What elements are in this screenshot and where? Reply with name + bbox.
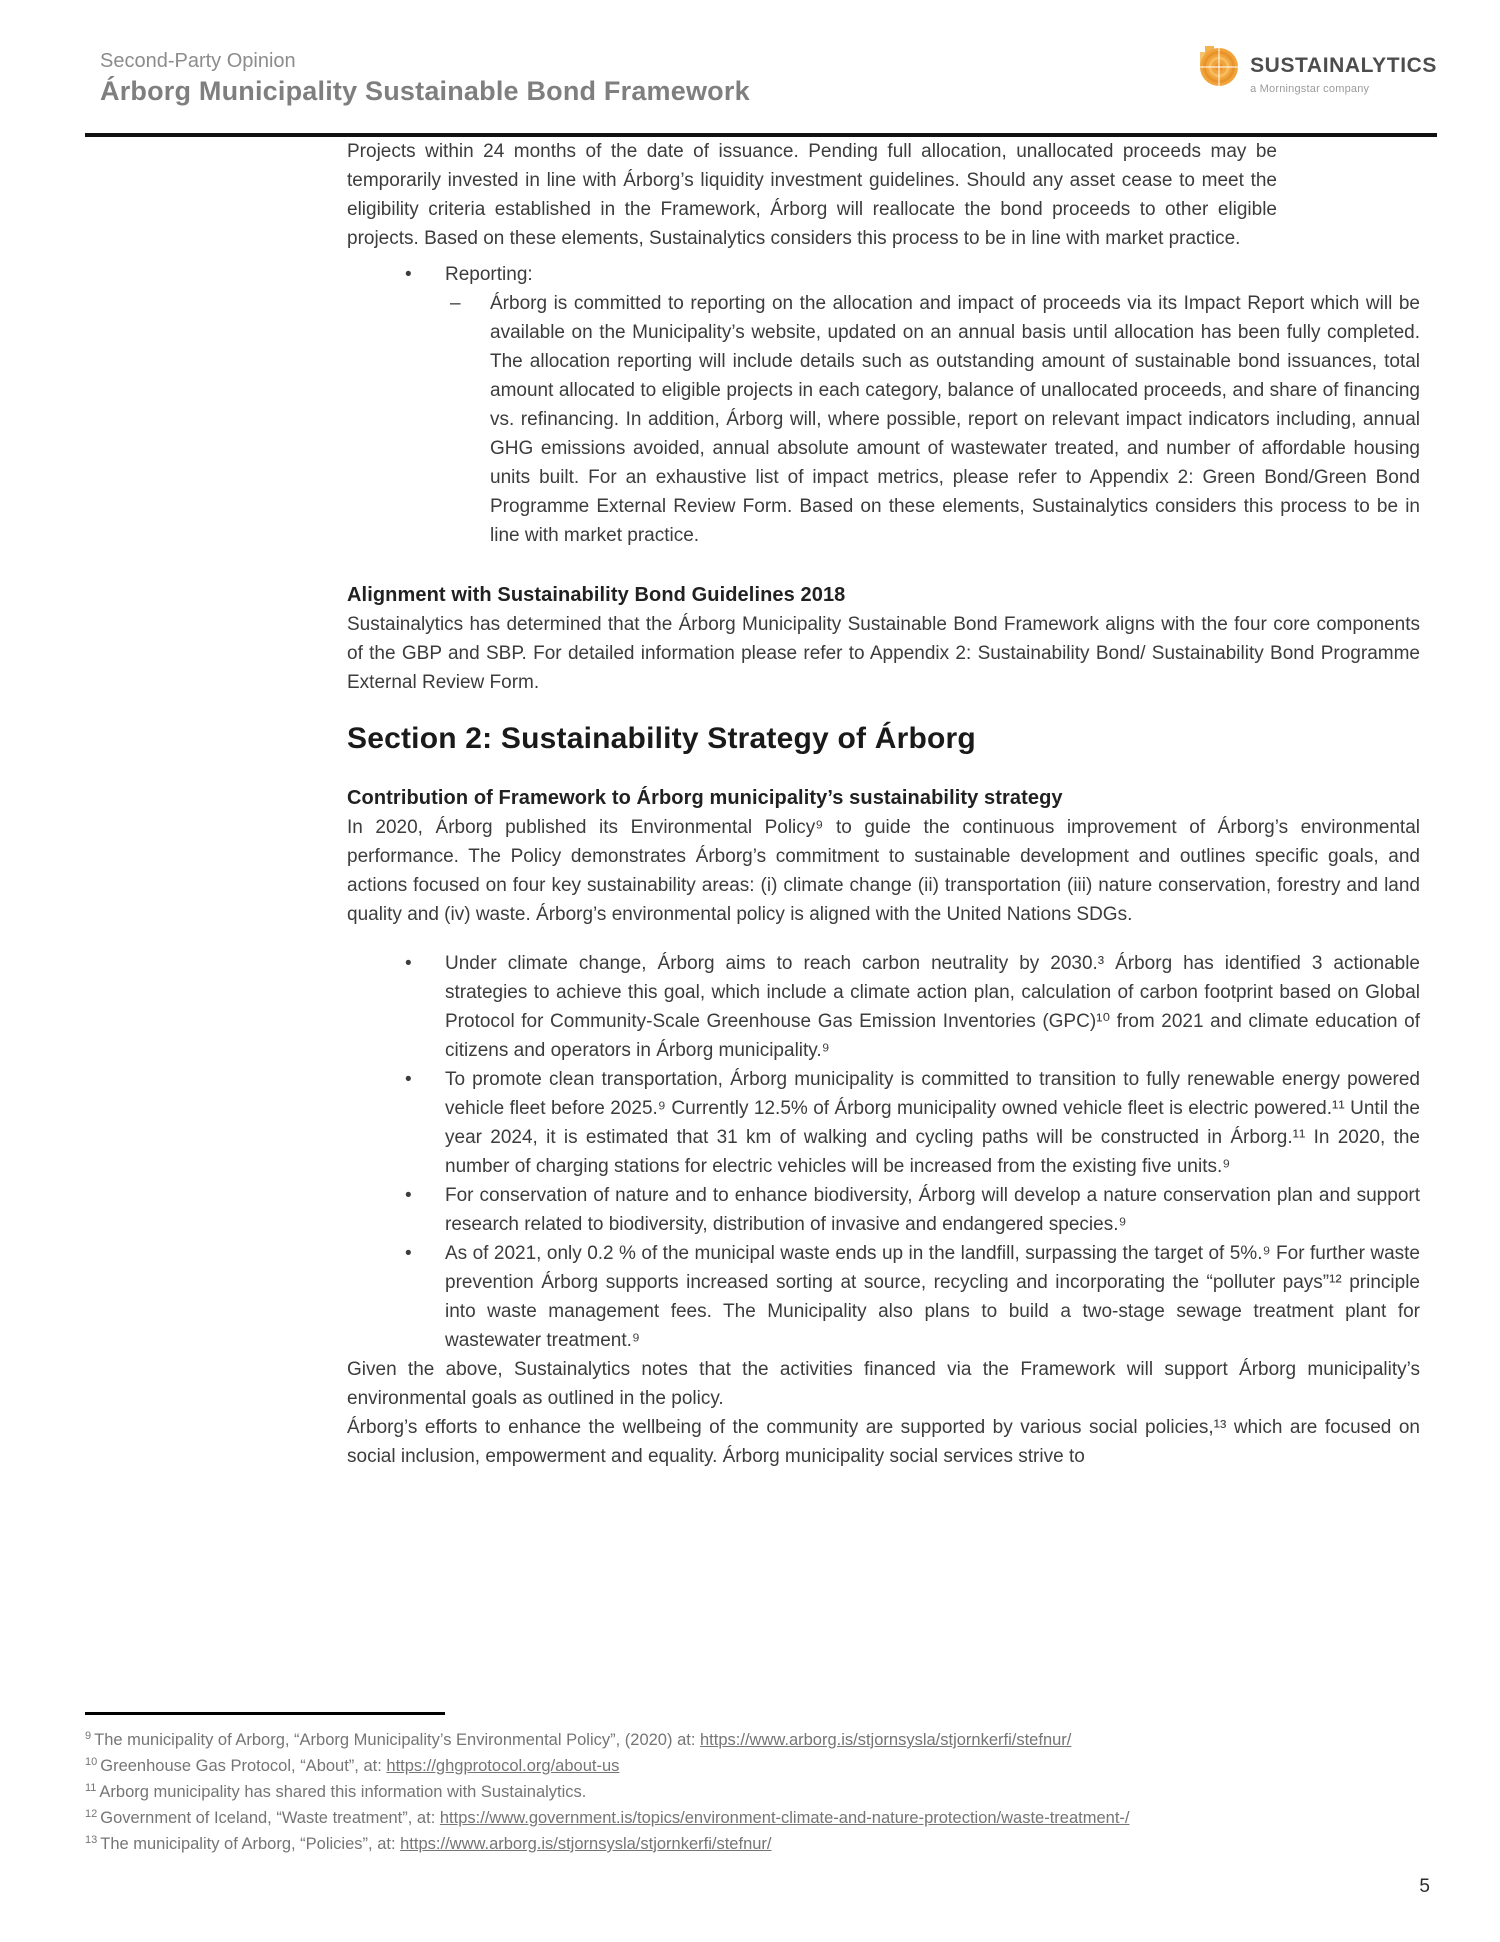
- footnote-9: [85, 1727, 1437, 1753]
- reporting-sub-bullet: [490, 289, 1420, 550]
- footnote-marker: 11: [85, 1781, 97, 1794]
- footnote-text: The municipality of Arborg, “Policies”, at:: [100, 1835, 401, 1853]
- footnote-11: [85, 1779, 1437, 1805]
- paragraph-social-policies: Árborg’s efforts to enhance the wellbeing of the community are supported by various social policies,¹³ which are focused on social inclusion, empowerment and equality. Árborg municipality social services strive to: [347, 1417, 1420, 1467]
- bullet-clean-transportation: • To promote clean transportation, Árborg municipality is committed to transition to fully renewable energy powered vehicle fleet before 2025.⁹ Currently 12.5% of Árborg municipality owned vehicle fleet is electric powered.¹¹ Until the year 2024, it is estimated that 31 km of walking and cycling paths will be constructed in Árborg.¹¹ In 2020, the number of charging stations for electric vehicles will be increased from the existing five units.⁹: [445, 1065, 1420, 1181]
- header-titles: [85, 40, 750, 107]
- footnote-13: [85, 1831, 1437, 1857]
- logo-text: [1250, 40, 1437, 95]
- footnote-marker: 10: [85, 1755, 98, 1768]
- logo-wordmark: SUSTAINALYTICS: [1250, 54, 1437, 77]
- footnote-text: Greenhouse Gas Protocol, “About”, at:: [100, 1757, 387, 1775]
- footnote-text: The municipality of Arborg, “Arborg Municipality’s Environmental Policy”, (2020) at:: [94, 1731, 700, 1749]
- footnote-marker: 12: [85, 1807, 98, 1820]
- reporting-bullet-list: [347, 260, 1420, 289]
- paragraph-framework-support: Given the above, Sustainalytics notes that the activities financed via the Framework will support Árborg municipality’s environmental goals as outlined in the policy.: [347, 1359, 1420, 1409]
- page-title: Árborg Municipality Sustainable Bond Framework: [100, 76, 750, 106]
- heading-alignment-sbg-2018: Alignment with Sustainability Bond Guidelines 2018: [347, 584, 846, 606]
- paragraph-use-of-proceeds-continuation: Projects within 24 months of the date of issuance. Pending full allocation, unallocated proceeds may be temporarily invested in line with Árborg’s liquidity investment guidelines. Should any asset cease to meet the eligibility criteria established in the Framework, Árborg will reallocate the bond proceeds to other eligible projects. Based on these elements, Sustainalytics considers this process to be in line with market practice.: [347, 141, 1277, 249]
- footnote-link[interactable]: https://www.arborg.is/stjornsysla/stjornkerfi/stefnur/: [400, 1835, 772, 1853]
- footnote-text: Government of Iceland, “Waste treatment”, at:: [100, 1809, 440, 1827]
- document-body: [347, 137, 1420, 1471]
- paragraph-reporting-detail: – Árborg is committed to reporting on the allocation and impact of proceeds via its Impact Report which will be available on the Municipality’s website, updated on an annual basis until allocation has been fully completed. The allocation reporting will include details such as outstanding amount of sustainable bond issuances, total amount allocated to eligible projects in each category, balance of unallocated proceeds, and share of financing vs. refinancing. In addition, Árborg will, where possible, report on relevant impact indicators including, annual GHG emissions avoided, annual absolute amount of wastewater treated, and number of affordable housing units built. For an exhaustive list of impact metrics, please refer to Appendix 2: Green Bond/Green Bond Programme External Review Form. Based on these elements, Sustainalytics considers this process to be in line with market practice.: [490, 293, 1420, 546]
- footnote-marker: 13: [85, 1833, 98, 1846]
- bullet-climate-change: • Under climate change, Árborg aims to reach carbon neutrality by 2030.³ Árborg has identified 3 actionable strategies to achieve this goal, which include a climate action plan, calculation of carbon footprint based on Global Protocol for Community-Scale Greenhouse Gas Emission Inventories (GPC)¹⁰ from 2021 and climate education of citizens and operators in Árborg municipality.⁹: [445, 949, 1420, 1065]
- footnote-divider: [85, 1712, 445, 1715]
- document-type-label: Second-Party Opinion: [100, 50, 296, 72]
- heading-section-2: Section 2: Sustainability Strategy of Árborg: [347, 722, 976, 755]
- sustainalytics-globe-icon: [1193, 40, 1241, 92]
- footnote-link[interactable]: https://ghgprotocol.org/about-us: [386, 1757, 620, 1775]
- footnote-link[interactable]: https://www.government.is/topics/environment-climate-and-nature-protection/waste-treatment-/: [439, 1809, 1130, 1827]
- footnote-link[interactable]: https://www.arborg.is/stjornsysla/stjornkerfi/stefnur/: [700, 1731, 1072, 1749]
- paragraph-alignment: Sustainalytics has determined that the Árborg Municipality Sustainable Bond Framework aligns with the four core components of the GBP and SBP. For detailed information please refer to Appendix 2: Sustainability Bond/ Sustainability Bond Programme External Review Form.: [347, 614, 1420, 693]
- sustainalytics-logo: [1193, 40, 1437, 95]
- sustainability-strategy-bullet-list: [347, 949, 1420, 1355]
- footnote-text: Arborg municipality has shared this information with Sustainalytics.: [99, 1783, 587, 1801]
- footnote-marker: 9: [85, 1729, 92, 1742]
- logo-tagline: a Morningstar company: [1250, 83, 1370, 95]
- paragraph-environmental-policy: In 2020, Árborg published its Environmental Policy⁹ to guide the continuous improvement of Árborg’s environmental performance. The Policy demonstrates Árborg’s commitment to sustainable development and outlines specific goals, and actions focused on four key sustainability areas: (i) climate change (ii) transportation (iii) nature conservation, forestry and land quality and (iv) waste. Árborg’s environmental policy is aligned with the United Nations SDGs.: [347, 817, 1420, 925]
- bullet-reporting: • Reporting:: [445, 260, 1420, 289]
- heading-contribution: Contribution of Framework to Árborg municipality’s sustainability strategy: [347, 787, 1063, 809]
- footnote-10: [85, 1753, 1437, 1779]
- page-header: [85, 40, 1437, 107]
- footnotes-section: [85, 1712, 1437, 1857]
- bullet-nature-conservation: • For conservation of nature and to enhance biodiversity, Árborg will develop a nature conservation plan and support research related to biodiversity, distribution of invasive and endangered species.⁹: [445, 1181, 1420, 1239]
- footnote-12: [85, 1805, 1437, 1831]
- page-number: 5: [1419, 1876, 1430, 1897]
- bullet-waste: • As of 2021, only 0.2 % of the municipal waste ends up in the landfill, surpassing the target of 5%.⁹ For further waste prevention Árborg supports increased sorting at source, recycling and incorporating the “polluter pays”¹² principle into waste management fees. The Municipality also plans to build a two-stage sewage treatment plant for wastewater treatment.⁹: [445, 1239, 1420, 1355]
